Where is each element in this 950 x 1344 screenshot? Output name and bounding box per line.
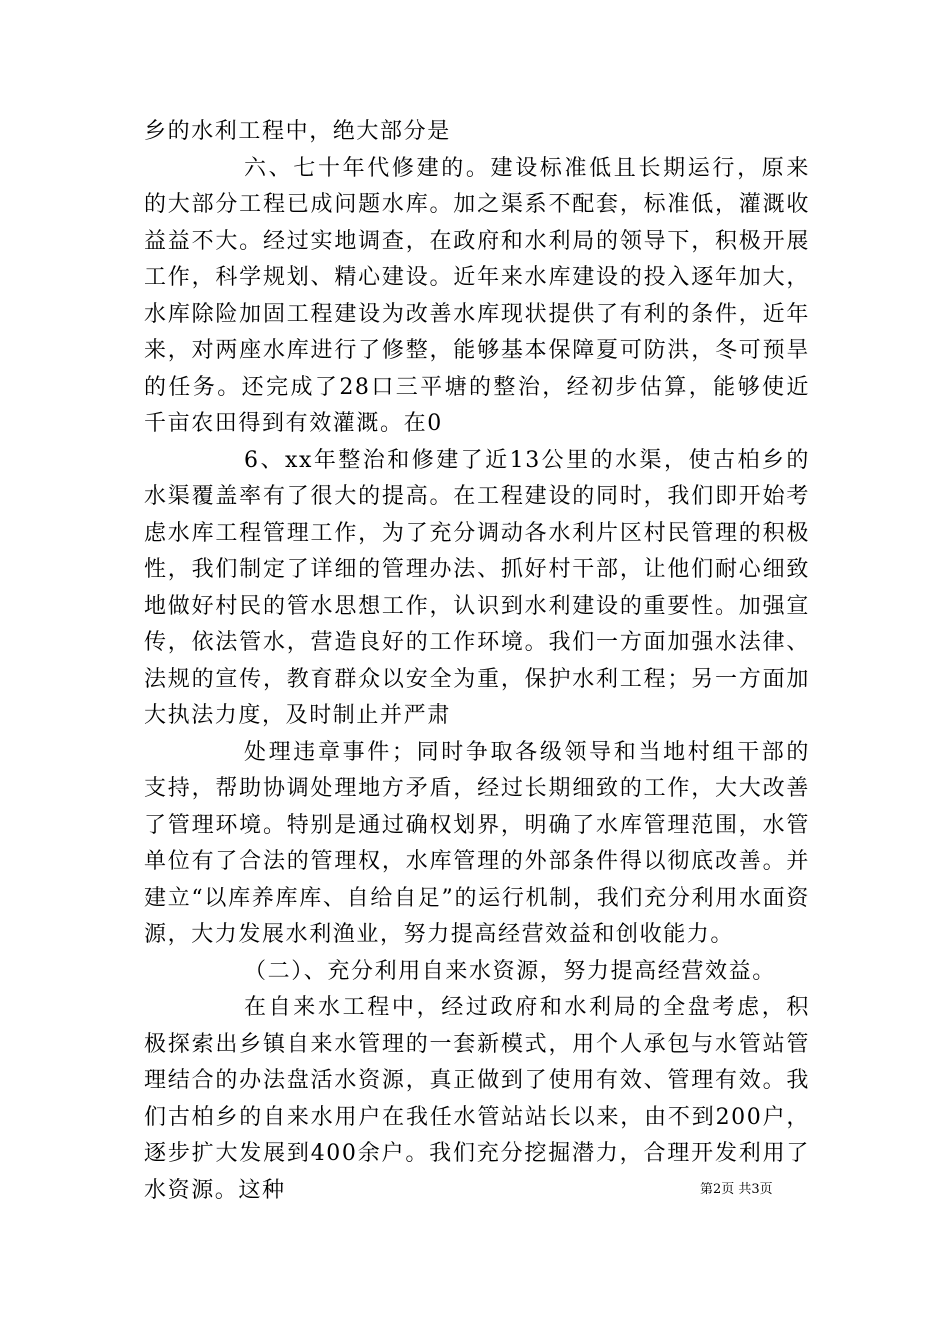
paragraph-3: 6、xx年整治和修建了近13公里的水渠，使古柏乡的水渠覆盖率有了很大的提高。在工程建设的同时，我们即开始考虑水库工程管理工作，为了充分调动各水利片区村民管理的积极性，我们制定了详细的管理办法、抓好村干部，让他们耐心细致地做好村民的管水思想工作，认识到水利建设的重要性。加强宣传，依法管水，营造良好的工作环境。我们一方面加强水法律、法规的宣传，教育群众以安全为重，保护水利工程；另一方面加大执法力度，及时制止并严肃 (144, 447, 810, 728)
document-body (144, 114, 810, 1209)
section-heading: （二）、充分利用自来水资源，努力提高经营效益。 (244, 958, 776, 984)
paragraph-2: 六、七十年代修建的。建设标准低且长期运行，原来的大部分工程已成问题水库。加之渠系不配套，标准低，灌溉收益益不大。经过实地调查，在政府和水利局的领导下，积极开展工作，科学规划、精心建设。近年来水库建设的投入逐年加大，水库除险加固工程建设为改善水库现状提供了有利的条件，近年来，对两座水库进行了修整，能够基本保障夏可防洪，冬可预旱的任务。还完成了28口三平塘的整治，经初步估算，能够使近千亩农田得到有效灌溉。在0 (144, 155, 810, 436)
paragraph-1: 乡的水利工程中，绝大部分是 (144, 119, 451, 144)
page-number: 第2页 共3页 (700, 1182, 773, 1197)
paragraph-4: 处理违章事件；同时争取各级领导和当地村组干部的支持，帮助协调处理地方矛盾，经过长期细致的工作，大大改善了管理环境。特别是通过确权划界，明确了水库管理范围，水管单位有了合法的管理权，水库管理的外部条件得以彻底改善。并建立“以库养库库、自给自足”的运行机制，我们充分利用水面资源，大力发展水利渔业，努力提高经营效益和创收能力。 (144, 739, 810, 947)
paragraph-5: 在自来水工程中，经过政府和水利局的全盘考虑，积极探索出乡镇自来水管理的一套新模式，用个人承包与水管站管理结合的办法盘活水资源，真正做到了使用有效、管理有效。我们古柏乡的自来水用户在我任水管站站长以来，由不到200户，逐步扩大发展到400余户。我们充分挖掘潜力，合理开发利用了水资源。这种 (144, 995, 810, 1203)
